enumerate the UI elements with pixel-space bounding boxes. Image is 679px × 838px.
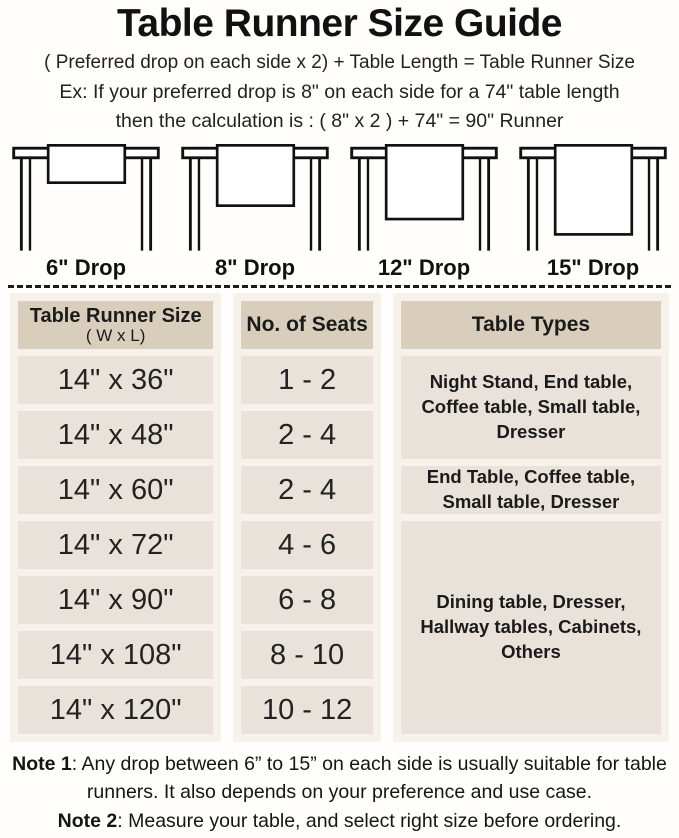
size-cell-row7: 14" x 120" xyxy=(18,686,213,734)
size-cell-row4: 14" x 72" xyxy=(18,521,213,569)
page-title: Table Runner Size Guide xyxy=(116,2,563,45)
size-cell-row3: 14" x 60" xyxy=(18,466,213,514)
header-runner-size-subtitle: ( W x L) xyxy=(85,325,146,345)
drop-illustrations xyxy=(0,136,679,281)
size-cell-row6: 14" x 108" xyxy=(18,631,213,679)
size-table xyxy=(0,293,679,742)
seats-cell-row7: 10 - 12 xyxy=(241,686,373,734)
notes xyxy=(0,751,679,838)
example-line-2: then the calculation is : ( 8" x 2 ) + 74" = 90" Runner xyxy=(115,110,564,132)
note-2-label: Note 2 xyxy=(57,810,118,833)
header-seats-title: No. of Seats xyxy=(246,313,368,336)
note-1-text: : Any drop between 6” to 15” on each side is usually suitable for table runners. It also depends on your preference and use case. xyxy=(71,753,667,803)
note-2 xyxy=(6,808,673,836)
drop-label-8in: 8" Drop xyxy=(214,255,296,280)
size-cell-row5: 14" x 90" xyxy=(18,576,213,624)
drop-label-6in: 6" Drop xyxy=(45,255,127,280)
note-1-label: Note 1 xyxy=(12,753,72,775)
column-seats xyxy=(233,293,381,742)
note-1 xyxy=(6,751,673,806)
table-types-cell-medium: End Table, Coffee table, Small table, Dresser xyxy=(401,466,661,514)
seats-cell-row3: 2 - 4 xyxy=(241,466,373,514)
illustration-12in-drop xyxy=(344,142,504,281)
header-seats xyxy=(241,301,373,349)
table-runner-15in-drawing xyxy=(514,142,672,254)
column-runner-size xyxy=(10,293,221,742)
seats-cell-row1: 1 - 2 xyxy=(241,356,373,404)
size-cell-row2: 14" x 48" xyxy=(18,411,213,459)
seats-cell-row4: 4 - 6 xyxy=(241,521,373,569)
header-runner-size-title: Table Runner Size xyxy=(29,304,202,327)
drop-label-12in: 12" Drop xyxy=(377,255,471,280)
column-table-types xyxy=(393,293,669,742)
size-cell-row1: 14" x 36" xyxy=(18,356,213,404)
dashed-divider xyxy=(8,285,671,288)
seats-cell-row5: 6 - 8 xyxy=(241,576,373,624)
header-table-types-title: Table Types xyxy=(471,313,591,336)
header-table-types xyxy=(401,301,661,349)
note-2-text: : Measure your table, and select right size before ordering. xyxy=(117,810,622,833)
table-runner-8in-drawing xyxy=(176,142,334,254)
illustration-15in-drop xyxy=(513,142,673,281)
table-types-cell-small: Night Stand, End table, Coffee table, Small table, Dresser xyxy=(401,356,661,459)
header-runner-size xyxy=(18,301,213,349)
seats-cell-row2: 2 - 4 xyxy=(241,411,373,459)
table-runner-6in-drawing xyxy=(7,142,165,254)
example-line-1: Ex: If your preferred drop is 8" on each side for a 74" table length xyxy=(59,81,620,103)
table-runner-12in-drawing xyxy=(345,142,503,254)
illustration-8in-drop xyxy=(175,142,335,281)
illustration-6in-drop xyxy=(6,142,166,281)
formula-line: ( Preferred drop on each side x 2) + Table Length = Table Runner Size xyxy=(44,52,635,73)
table-types-cell-large: Dining table, Dresser, Hallway tables, Cabinets, Others xyxy=(401,521,661,734)
drop-label-15in: 15" Drop xyxy=(546,255,640,280)
seats-cell-row6: 8 - 10 xyxy=(241,631,373,679)
